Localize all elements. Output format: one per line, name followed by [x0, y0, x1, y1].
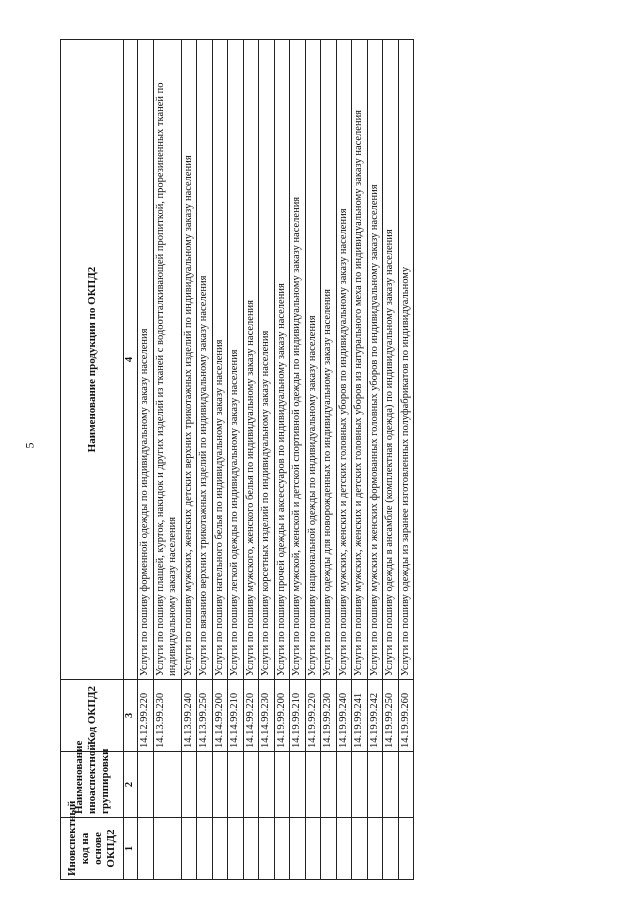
- table-row: [181, 40, 197, 880]
- empty-cell: [138, 752, 154, 818]
- product-name-cell: Услуги по пошиву мужской, женской и детской спортивной одежды по индивидуальному заказу населения: [290, 40, 306, 680]
- empty-cell: [228, 818, 244, 880]
- empty-cell: [243, 752, 259, 818]
- okpd2-code-cell: 14.19.99.240: [336, 680, 352, 752]
- empty-cell: [352, 752, 368, 818]
- empty-cell: [321, 752, 337, 818]
- product-name-cell: Услуги по пошиву мужских, женских детских верхних трикотажных изделий по индивидуальному заказу населения: [181, 40, 197, 680]
- table-row: [321, 40, 337, 880]
- table-row: [153, 40, 181, 880]
- empty-cell: [367, 752, 383, 818]
- product-name-cell: Услуги по пошиву одежды из заранее изготовленных полуфабрикатов по индивидуальному: [398, 40, 414, 680]
- empty-cell: [259, 818, 275, 880]
- column-number: 3: [124, 680, 138, 752]
- product-name-cell: Услуги по пошиву мужских, женских и детских головных уборов по индивидуальному заказу населения: [336, 40, 352, 680]
- table-row: [290, 40, 306, 880]
- okpd2-code-cell: 14.14.99.200: [212, 680, 228, 752]
- okpd2-code-cell: 14.19.99.200: [274, 680, 290, 752]
- empty-cell: [383, 818, 399, 880]
- table-row: [228, 40, 244, 880]
- header-group-name: Наименование иноаспектной группировки: [61, 752, 124, 818]
- empty-cell: [153, 818, 181, 880]
- empty-cell: [352, 818, 368, 880]
- column-number: 4: [124, 40, 138, 680]
- empty-cell: [336, 818, 352, 880]
- empty-cell: [197, 752, 213, 818]
- okpd2-code-cell: 14.14.99.210: [228, 680, 244, 752]
- product-name-cell: Услуги по пошиву национальной одежды по индивидуальному заказу населения: [305, 40, 321, 680]
- product-name-cell: Услуги по пошиву нательного белья по индивидуальному заказу населения: [212, 40, 228, 680]
- empty-cell: [367, 818, 383, 880]
- table-row: [259, 40, 275, 880]
- okpd2-code-cell: 14.14.99.230: [259, 680, 275, 752]
- rotated-page: [60, 40, 530, 880]
- product-name-cell: Услуги по пошиву легкой одежды по индивидуальному заказу населения: [228, 40, 244, 680]
- product-name-cell: Услуги по пошиву прочей одежды и аксессуаров по индивидуальному заказу населения: [274, 40, 290, 680]
- column-number: 1: [124, 818, 138, 880]
- okpd2-code-cell: 14.13.99.240: [181, 680, 197, 752]
- page-number: 5: [22, 442, 37, 449]
- okpd2-code-cell: 14.14.99.220: [243, 680, 259, 752]
- okpd2-code-cell: 14.19.99.210: [290, 680, 306, 752]
- okpd2-code-cell: 14.19.99.220: [305, 680, 321, 752]
- empty-cell: [212, 818, 228, 880]
- header-inovspect-code: Иновспектный код на основе ОКПД2: [61, 818, 124, 880]
- table-body: [138, 40, 414, 880]
- table-row: [197, 40, 213, 880]
- okpd2-code-cell: 14.19.99.250: [383, 680, 399, 752]
- empty-cell: [274, 818, 290, 880]
- empty-cell: [398, 752, 414, 818]
- okpd2-table: [60, 39, 414, 880]
- table-row: [398, 40, 414, 880]
- okpd2-code-cell: 14.13.99.250: [197, 680, 213, 752]
- column-number: 2: [124, 752, 138, 818]
- table-row: [367, 40, 383, 880]
- table-header-row: [61, 40, 124, 880]
- table-row: [274, 40, 290, 880]
- empty-cell: [212, 752, 228, 818]
- empty-cell: [259, 752, 275, 818]
- empty-cell: [181, 818, 197, 880]
- empty-cell: [336, 752, 352, 818]
- product-name-cell: Услуги по пошиву мужского, женского белья по индивидуальному заказу населения: [243, 40, 259, 680]
- empty-cell: [290, 818, 306, 880]
- okpd2-code-cell: 14.19.99.230: [321, 680, 337, 752]
- product-name-cell: Услуги по пошиву мужских, женских и детских головных уборов из натурального меха по индивидуальному заказу населения: [352, 40, 368, 680]
- product-name-cell: Услуги по пошиву одежды в ансамбле (комплектная одежда) по индивидуальному заказу населения: [383, 40, 399, 680]
- empty-cell: [181, 752, 197, 818]
- empty-cell: [243, 818, 259, 880]
- product-name-cell: Услуги по пошиву корсетных изделий по индивидуальному заказу населения: [259, 40, 275, 680]
- table-row: [336, 40, 352, 880]
- empty-cell: [153, 752, 181, 818]
- empty-cell: [305, 818, 321, 880]
- product-name-cell: Услуги по пошиву плащей, курток, накидок и других изделий из тканей с водоотталкивающей пропиткой, прорезиненных тканей по индивидуальному заказу населения: [153, 40, 181, 680]
- header-okpd2-code: Код ОКПД2: [61, 680, 124, 752]
- table-row: [212, 40, 228, 880]
- product-name-cell: Услуги по пошиву форменной одежды по индивидуальному заказу населения: [138, 40, 154, 680]
- table-row: [305, 40, 321, 880]
- table-row: [352, 40, 368, 880]
- okpd2-code-cell: 14.13.99.230: [153, 680, 181, 752]
- okpd2-code-cell: 14.19.99.242: [367, 680, 383, 752]
- product-name-cell: Услуги по пошиву одежды для новорожденных по индивидуальному заказу населения: [321, 40, 337, 680]
- header-product-name: Наименование продукции по ОКПД2: [61, 40, 124, 680]
- table-row: [383, 40, 399, 880]
- product-name-cell: Услуги по пошиву мужских и женских формованных головных уборов по индивидуальному заказу населения: [367, 40, 383, 680]
- table-row: [138, 40, 154, 880]
- empty-cell: [321, 818, 337, 880]
- okpd2-code-cell: 14.19.99.241: [352, 680, 368, 752]
- empty-cell: [138, 818, 154, 880]
- empty-cell: [274, 752, 290, 818]
- empty-cell: [228, 752, 244, 818]
- empty-cell: [197, 818, 213, 880]
- column-number-row: [124, 40, 138, 880]
- empty-cell: [305, 752, 321, 818]
- table-row: [243, 40, 259, 880]
- empty-cell: [398, 818, 414, 880]
- product-name-cell: Услуги по вязанию верхних трикотажных изделий по индивидуальному заказу населения: [197, 40, 213, 680]
- empty-cell: [383, 752, 399, 818]
- okpd2-code-cell: 14.19.99.260: [398, 680, 414, 752]
- empty-cell: [290, 752, 306, 818]
- okpd2-code-cell: 14.12.99.220: [138, 680, 154, 752]
